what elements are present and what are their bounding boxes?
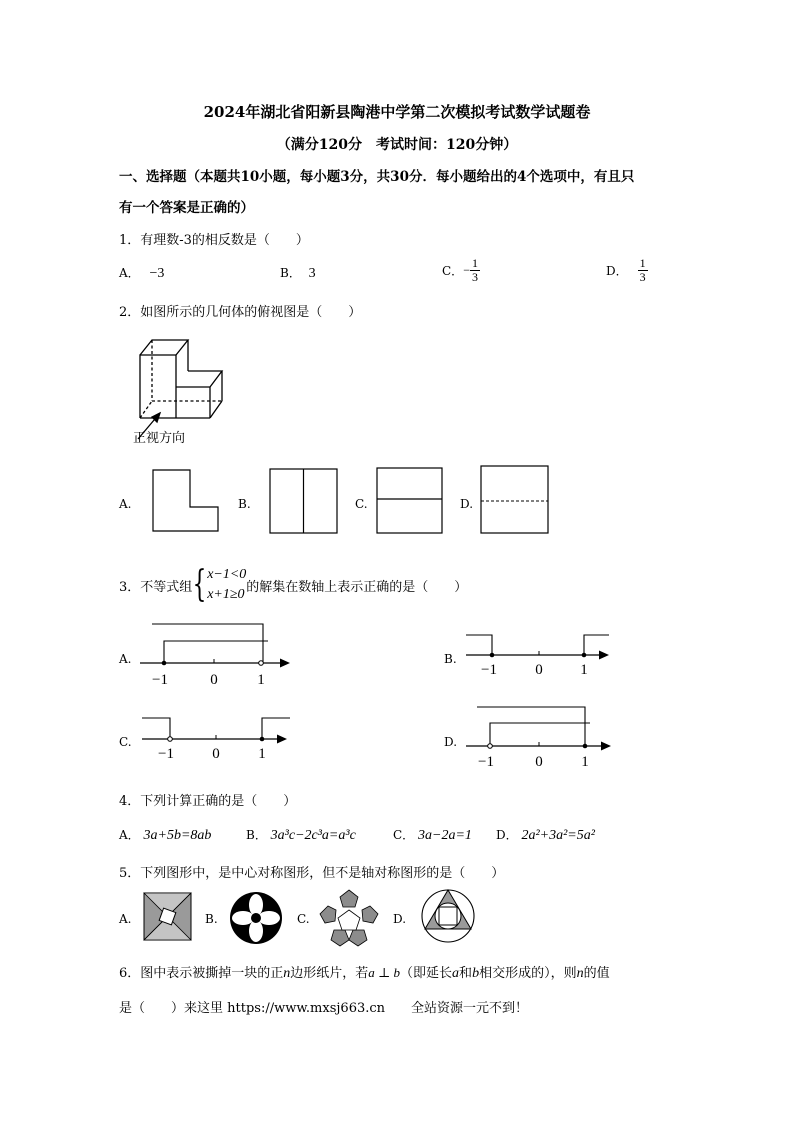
q3-option-a-numberline [138,618,298,693]
q3-option-c-tick-0: 0 [212,746,220,762]
q5-option-c-figure [318,888,380,948]
q6-n2: n [576,966,584,981]
q6-and: 和 [459,966,473,981]
q4-option-c-text: 3a−2a=1 [418,828,472,843]
q1-option-d-den: 3 [639,270,646,284]
q1-option-a-text: −3 [149,266,165,281]
q6-line2: 是（ ）来这里 https://www.mxsj663.cn 全站资源一元不到！ [119,1001,529,1016]
q5-option-b-figure [228,890,284,946]
q3-option-d-tick-neg1: −1 [478,754,494,770]
q3-option-b-tick-1: 1 [580,662,588,678]
q2-view-label: 正视方向 [133,431,186,446]
q3-option-c-label: C. [119,735,132,749]
q1-option-a-label: A． [119,266,140,280]
q6-var-a: a [452,966,460,981]
q6-text-b: 边形纸片，若 [290,966,369,981]
q4-option-c [393,826,472,844]
q4-option-d-text: 2a²+3a²=5a² [521,828,595,843]
q1-option-d-label: D． [606,264,628,278]
q1-option-b [280,264,316,282]
q4-option-d-label: D． [496,828,518,842]
q1-option-c-fraction [470,257,480,284]
q3-stem-prefix: 3．不等式组 [119,579,193,595]
q5-option-b-label: B. [205,912,218,926]
q1-option-c-sign: − [463,263,470,277]
q1-option-b-text: 3 [308,266,316,281]
q3-option-d-label: D. [444,735,458,749]
q6-perp: a ⊥ b [368,965,401,980]
q3-option-b-label: B. [444,652,457,666]
q2-option-b-figure [269,468,339,535]
q4-option-b [246,826,356,844]
q5-option-d-label: D. [393,912,407,926]
q3-option-b-tick-neg1: −1 [481,662,497,678]
q3-inequality-2: x+1≥0 [207,587,245,602]
page-title: 2024年湖北省阳新县陶港中学第二次模拟考试数学试题卷 [203,103,591,121]
q4-option-a-label: A． [119,828,140,842]
q4-option-b-label: B． [246,828,267,842]
q1-option-a [119,264,164,282]
q4-stem: 4．下列计算正确的是（ ） [119,794,297,809]
section-heading-line1: 一、选择题（本题共10小题，每小题3分，共30分．每小题给出的4个选项中，有且只 [119,169,635,185]
q2-option-d-label: D. [460,497,474,511]
q3-option-a-tick-1: 1 [257,672,265,688]
q3-option-d-tick-1: 1 [581,754,589,770]
q2-option-c-figure [376,467,444,535]
q6-var-b: b [472,966,480,981]
q3-option-a-label: A. [119,652,132,666]
q6-line1 [119,962,610,982]
q3-stem-suffix: 的解集在数轴上表示正确的是（ ） [246,579,468,595]
q5-option-a-label: A. [119,912,132,926]
q1-option-b-label: B． [280,266,301,280]
q1-option-c [442,257,480,284]
q3-option-d-numberline [464,700,619,775]
q2-option-d-figure [480,465,550,535]
q1-option-d-fraction [638,257,648,284]
q2-option-a-figure [152,469,220,533]
q4-option-c-label: C． [393,828,415,842]
section-heading-line2: 有一个答案是正确的） [119,200,254,216]
q2-option-c-label: C. [355,497,368,511]
q3-option-a-tick-neg1: −1 [152,672,168,688]
q6-text-a: 6．图中表示被撕掉一块的正 [119,966,284,981]
q3-option-b-tick-0: 0 [535,662,543,678]
q1-option-c-label: C． [442,264,464,278]
q4-option-b-text: 3a³c−2c³a=a³c [270,828,356,843]
q6-text-c: （即延长 [400,966,453,981]
page-subtitle: （满分120分 考试时间：120分钟） [276,137,518,153]
q6-text-e: 的值 [583,966,610,981]
q5-option-a-figure [143,892,193,942]
q1-option-d-num: 1 [639,256,646,270]
q3-system [207,565,246,605]
q3-option-c-tick-1: 1 [258,746,266,762]
q3-option-c-tick-neg1: −1 [158,746,174,762]
q1-option-c-den: 3 [471,270,478,284]
q1-option-c-num: 1 [471,256,478,270]
q3-option-d-tick-0: 0 [535,754,543,770]
q3-option-b-numberline [464,630,616,680]
q4-option-d [496,826,595,844]
q1-stem: 1．有理数-3的相反数是（ ） [119,233,309,248]
q6-n1: n [283,966,291,981]
q2-option-a-label: A. [119,497,132,511]
q3-brace: { [192,564,207,605]
q6-text-d: 相交形成的），则 [479,966,577,981]
q2-option-b-label: B. [238,497,251,511]
q5-option-c-label: C. [297,912,310,926]
q2-stem: 2．如图所示的几何体的俯视图是（ ） [119,305,362,320]
q3-option-c-numberline [140,713,295,763]
q3-inequality-1: x−1<0 [207,567,247,582]
q4-option-a-text: 3a+5b=8ab [143,828,212,843]
q5-stem: 5．下列图形中，是中心对称图形，但不是轴对称图形的是（ ） [119,866,505,881]
q3-stem [119,565,467,605]
q3-option-a-tick-0: 0 [210,672,218,688]
q4-option-a [119,826,211,844]
q1-option-d [606,257,648,284]
q5-option-d-figure [420,888,476,944]
